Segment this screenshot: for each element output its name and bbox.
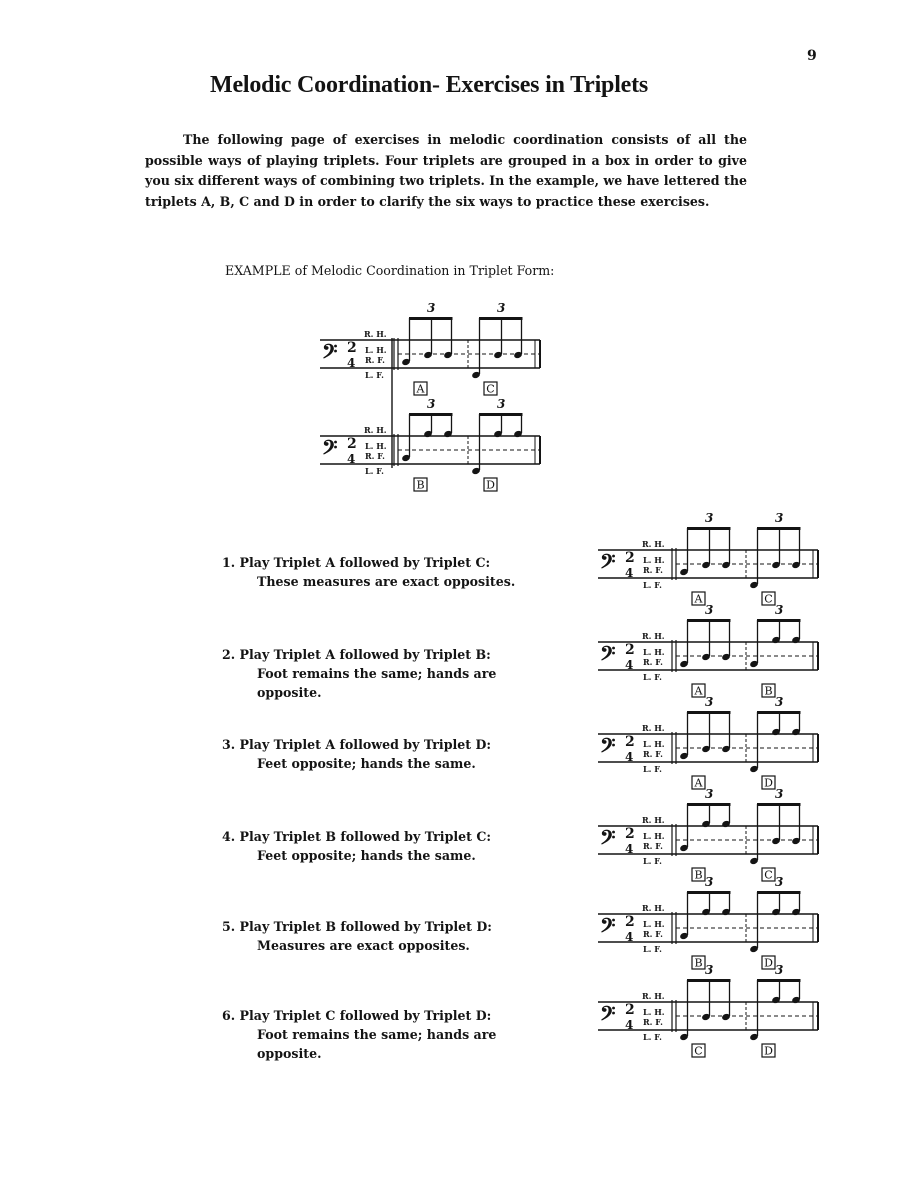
label-lf: L. F.	[643, 580, 662, 590]
label-lf: L. F.	[643, 856, 662, 866]
note-beam	[757, 711, 801, 714]
tuplet-number: 3	[705, 787, 714, 801]
time-signature-bottom: 4	[625, 842, 634, 856]
note-beam	[687, 711, 731, 714]
tuplet-number: 3	[775, 511, 784, 525]
bass-clef-icon: 𝄢	[322, 435, 338, 464]
triplet-letter: C	[764, 868, 773, 882]
time-signature-bottom: 4	[347, 356, 356, 370]
label-rf: R. F.	[643, 749, 663, 759]
tuplet-number: 3	[497, 397, 506, 411]
triplet-letter: B	[416, 478, 425, 492]
exercise-4	[222, 827, 572, 865]
triplet-d	[749, 875, 801, 970]
note-beam	[757, 891, 801, 894]
time-signature-bottom: 4	[625, 750, 634, 764]
triplet-c	[471, 301, 523, 396]
drum-staff	[598, 511, 818, 606]
time-signature-top: 2	[347, 436, 357, 452]
label-rh: R. H.	[642, 815, 665, 825]
triplet-letter: D	[486, 478, 495, 492]
drum-staff	[598, 695, 818, 790]
bass-clef-icon: 𝄢	[322, 339, 338, 368]
bass-clef-icon: 𝄢	[600, 641, 616, 670]
bass-clef-icon: 𝄢	[600, 733, 616, 762]
triplet-letter: C	[764, 592, 773, 606]
triplet-letter: A	[694, 776, 703, 790]
note-beam	[757, 979, 801, 982]
exercise-6	[222, 1006, 572, 1063]
label-lf: L. F.	[365, 370, 384, 380]
exercise-3-staff	[590, 690, 822, 790]
tuplet-number: 3	[497, 301, 506, 315]
exercise-title: 6. Play Triplet C followed by Triplet D:	[222, 1008, 492, 1023]
drum-staff	[320, 301, 540, 396]
label-rh: R. H.	[642, 991, 665, 1001]
label-rh: R. H.	[642, 539, 665, 549]
note-beam	[687, 891, 731, 894]
example-figure	[312, 296, 544, 502]
time-signature-top: 2	[625, 1002, 635, 1018]
triplet-letter: A	[694, 684, 703, 698]
triplet-d	[749, 695, 801, 790]
note-beam	[757, 803, 801, 806]
triplet-b	[679, 787, 731, 882]
bass-clef-icon: 𝄢	[600, 1001, 616, 1030]
label-lf: L. F.	[365, 466, 384, 476]
label-rh: R. H.	[364, 425, 387, 435]
note-beam	[409, 413, 453, 416]
label-lh: L. H.	[643, 555, 665, 565]
label-rf: R. F.	[643, 565, 663, 575]
triplet-d	[471, 397, 523, 492]
label-lh: L. H.	[643, 739, 665, 749]
label-lf: L. F.	[643, 764, 662, 774]
note-beam	[687, 803, 731, 806]
tuplet-number: 3	[705, 603, 714, 617]
time-signature-top: 2	[347, 340, 357, 356]
time-signature-top: 2	[625, 550, 635, 566]
triplet-letter: A	[694, 592, 703, 606]
note-beam	[479, 413, 523, 416]
note-beam	[687, 979, 731, 982]
label-lh: L. H.	[643, 919, 665, 929]
tuplet-number: 3	[775, 787, 784, 801]
exercise-5	[222, 917, 572, 955]
time-signature-top: 2	[625, 642, 635, 658]
triplet-a	[679, 511, 731, 606]
time-signature-top: 2	[625, 826, 635, 842]
bass-clef-icon: 𝄢	[600, 825, 616, 854]
exercise-description: These measures are exact opposites.	[257, 574, 516, 589]
note-beam	[479, 317, 523, 320]
exercise-description: Foot remains the same; hands are opposite.	[257, 666, 497, 700]
tuplet-number: 3	[427, 301, 436, 315]
triplet-c	[749, 787, 801, 882]
exercise-2-staff	[590, 598, 822, 698]
example-heading: EXAMPLE of Melodic Coordination in Triplet Form:	[225, 263, 555, 278]
tuplet-number: 3	[705, 695, 714, 709]
note-beam	[409, 317, 453, 320]
label-rh: R. H.	[364, 329, 387, 339]
label-rh: R. H.	[642, 631, 665, 641]
triplet-a	[679, 603, 731, 698]
page-title: Melodic Coordination- Exercises in Triplets	[210, 72, 649, 98]
tuplet-number: 3	[705, 511, 714, 525]
exercise-1-staff	[590, 506, 822, 606]
note-beam	[757, 619, 801, 622]
label-lh: L. H.	[365, 345, 387, 355]
label-lh: L. H.	[643, 647, 665, 657]
label-rh: R. H.	[642, 903, 665, 913]
label-rf: R. F.	[365, 355, 385, 365]
triplet-a	[679, 695, 731, 790]
label-rf: R. F.	[643, 657, 663, 667]
triplet-c	[749, 511, 801, 606]
tuplet-number: 3	[427, 397, 436, 411]
triplet-letter: D	[764, 776, 773, 790]
triplet-letter: C	[694, 1044, 703, 1058]
exercise-title: 5. Play Triplet B followed by Triplet D:	[222, 919, 492, 934]
drum-staff	[320, 397, 540, 492]
exercise-1	[222, 553, 572, 591]
label-rf: R. F.	[643, 929, 663, 939]
time-signature-bottom: 4	[625, 1018, 634, 1032]
triplet-letter: D	[764, 1044, 773, 1058]
note-beam	[687, 527, 731, 530]
exercise-2	[222, 645, 572, 702]
exercise-description: Foot remains the same; hands are opposite.	[257, 1027, 497, 1061]
label-rh: R. H.	[642, 723, 665, 733]
triplet-letter: B	[694, 956, 703, 970]
tuplet-number: 3	[775, 603, 784, 617]
tuplet-number: 3	[775, 963, 784, 977]
exercise-title: 2. Play Triplet A followed by Triplet B:	[222, 647, 491, 662]
drum-staff	[598, 875, 818, 970]
note-beam	[687, 619, 731, 622]
triplet-letter: C	[486, 382, 495, 396]
note-beam	[757, 527, 801, 530]
exercise-description: Feet opposite; hands the same.	[257, 756, 476, 771]
bass-clef-icon: 𝄢	[600, 549, 616, 578]
triplet-b	[679, 875, 731, 970]
triplet-letter: D	[764, 956, 773, 970]
triplet-letter: B	[694, 868, 703, 882]
drum-staff	[598, 603, 818, 698]
exercise-title: 1. Play Triplet A followed by Triplet C:	[222, 555, 491, 570]
tuplet-number: 3	[705, 875, 714, 889]
label-rf: R. F.	[643, 1017, 663, 1027]
label-lh: L. H.	[643, 831, 665, 841]
triplet-a	[401, 301, 453, 396]
exercise-description: Measures are exact opposites.	[257, 938, 470, 953]
triplet-letter: B	[764, 684, 773, 698]
time-signature-bottom: 4	[625, 658, 634, 672]
tuplet-number: 3	[705, 963, 714, 977]
triplet-b	[749, 603, 801, 698]
label-lf: L. F.	[643, 944, 662, 954]
label-lh: L. H.	[643, 1007, 665, 1017]
intro-paragraph: The following page of exercises in melodic coordination consists of all the possible ways of playing triplets. Four triplets are grouped in a box in order to give you six different ways of combining two triplets. In the example, we have lettered the triplets A, B, C and D in order to clarify the six ways to practice these exercises.	[145, 132, 747, 209]
bass-clef-icon: 𝄢	[600, 913, 616, 942]
label-lh: L. H.	[365, 441, 387, 451]
exercise-6-staff	[590, 958, 822, 1058]
exercise-title: 4. Play Triplet B followed by Triplet C:	[222, 829, 492, 844]
page-number: 9	[807, 48, 817, 64]
triplet-d	[749, 963, 801, 1058]
label-lf: L. F.	[643, 1032, 662, 1042]
exercise-5-staff	[590, 870, 822, 970]
tuplet-number: 3	[775, 695, 784, 709]
label-rf: R. F.	[643, 841, 663, 851]
triplet-letter: A	[416, 382, 425, 396]
exercise-4-staff	[590, 782, 822, 882]
drum-staff	[598, 787, 818, 882]
exercise-title: 3. Play Triplet A followed by Triplet D:	[222, 737, 492, 752]
exercise-3	[222, 735, 572, 773]
triplet-c	[679, 963, 731, 1058]
exercise-description: Feet opposite; hands the same.	[257, 848, 476, 863]
label-rf: R. F.	[365, 451, 385, 461]
triplet-b	[401, 397, 453, 492]
label-lf: L. F.	[643, 672, 662, 682]
time-signature-bottom: 4	[625, 566, 634, 580]
time-signature-top: 2	[625, 914, 635, 930]
time-signature-bottom: 4	[625, 930, 634, 944]
time-signature-bottom: 4	[347, 452, 356, 466]
time-signature-top: 2	[625, 734, 635, 750]
drum-staff	[598, 963, 818, 1058]
tuplet-number: 3	[775, 875, 784, 889]
